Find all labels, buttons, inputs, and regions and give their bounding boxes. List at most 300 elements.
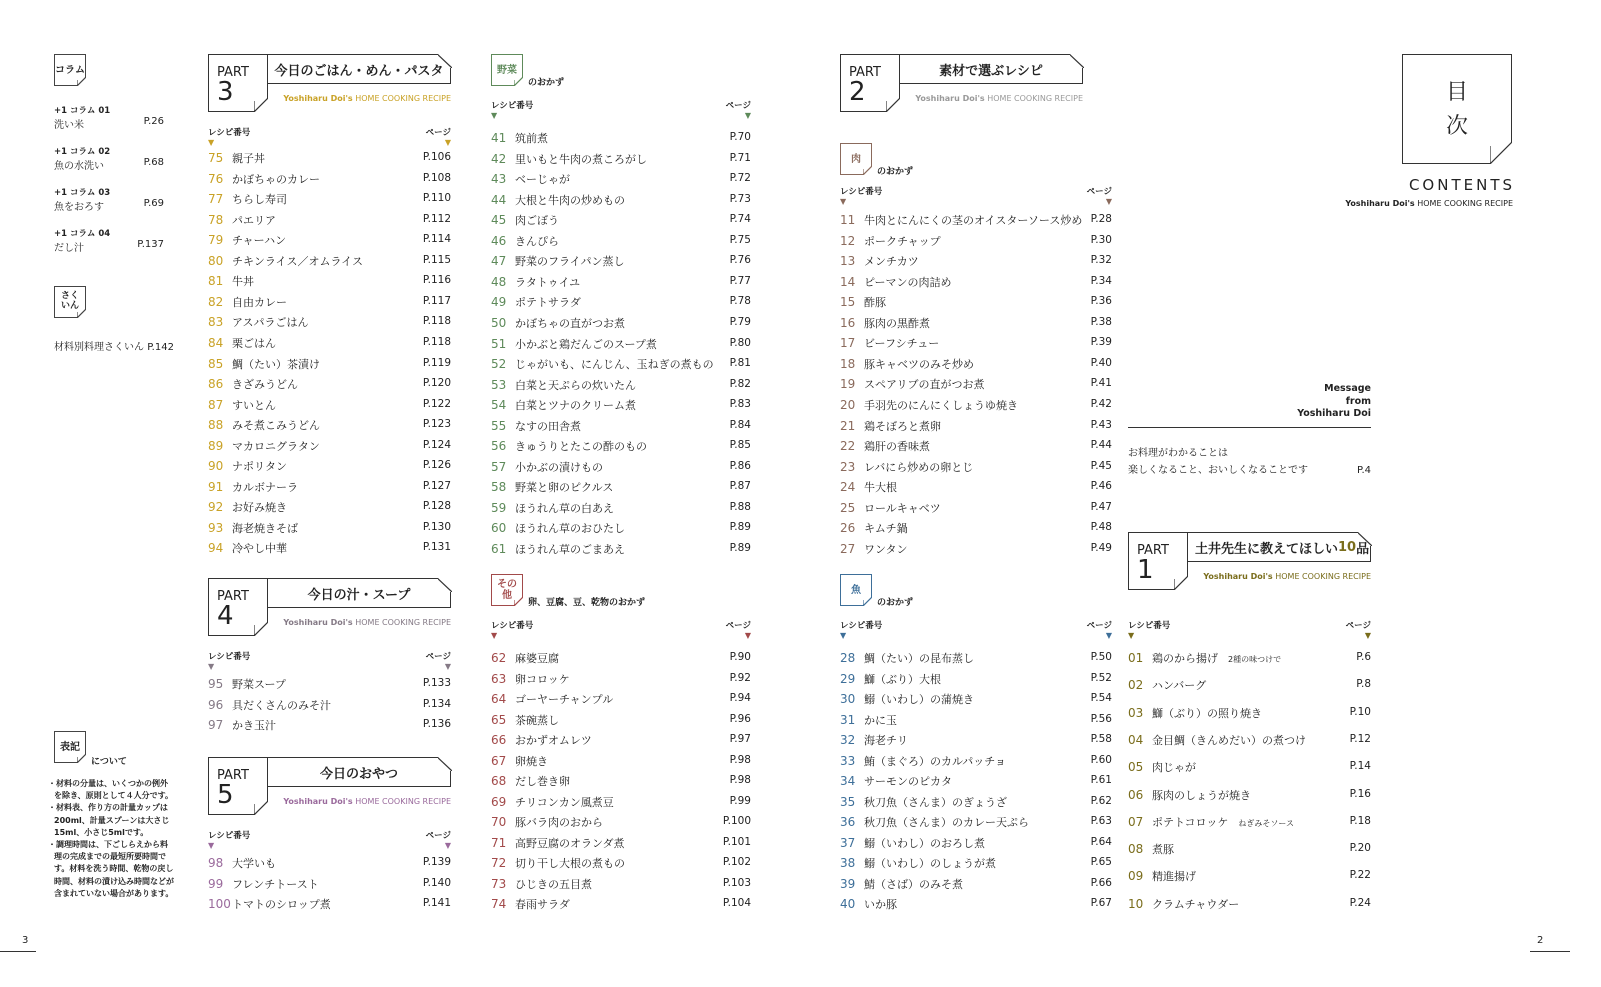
fish-recipe-row[interactable] [840, 876, 1112, 894]
part5-brand [283, 797, 451, 806]
recipe-name: 豚キャベツのみそ炒め [864, 357, 974, 371]
recipe-name: 白菜と天ぷらの炊いたん [515, 378, 636, 392]
recipe-number: 79 [208, 233, 224, 248]
recipe-number: 51 [491, 336, 507, 351]
page-number-right: 2 [1537, 935, 1544, 946]
part3-recipe-row[interactable] [208, 417, 451, 435]
recipe-number: 66 [491, 733, 507, 747]
recipe-number: 05 [1128, 760, 1144, 775]
column-title: だし汁 [54, 243, 84, 254]
meat-recipe-row[interactable] [840, 376, 1112, 394]
veg-recipe-row[interactable] [491, 192, 751, 210]
triangle-down-icon: ▼ [208, 138, 215, 147]
part4-title: 今日の汁・スープ [307, 587, 411, 603]
page-header [426, 126, 451, 147]
veg-category-box [491, 54, 523, 86]
brand-rest: HOME COOKING RECIPE [1414, 199, 1513, 208]
recipe-number: 02 [1128, 678, 1144, 693]
part3-recipe-row[interactable] [208, 499, 451, 517]
veg-recipe-row[interactable] [491, 459, 751, 477]
recipe-number: 85 [208, 356, 224, 371]
part4-number-box [208, 578, 268, 636]
recipe-number: 72 [491, 856, 507, 870]
recipe-name: ビーフシチュー [864, 337, 940, 351]
recipe-name: スペアリブの直がつお煮 [864, 378, 985, 392]
part5-title-banner [267, 757, 451, 787]
recipe-name: 肉じゃが [1152, 761, 1196, 775]
recipe-no-label: レシピ番号 [208, 128, 251, 138]
recipe-number: 24 [840, 480, 856, 495]
recipe-page: P.32 [1090, 254, 1112, 267]
recipe-no-label: レシピ番号 [208, 831, 251, 841]
message-page: P.4 [1356, 465, 1371, 476]
part3-recipe-row[interactable] [208, 479, 451, 497]
recipe-name: 鰤（ぶり）の照り焼き [1152, 706, 1262, 720]
recipe-no-label: レシピ番号 [208, 652, 251, 662]
recipe-number: 57 [491, 459, 507, 474]
part1-recipe-row[interactable] [1128, 868, 1371, 886]
recipe-name: ピーマンの肉詰め [864, 275, 952, 289]
veg-recipe-row[interactable] [491, 541, 751, 559]
recipe-page: P.78 [729, 295, 751, 308]
recipe-page: P.122 [422, 397, 451, 410]
recipe-page: P.119 [422, 356, 451, 369]
recipe-number: 74 [491, 897, 507, 911]
veg-recipe-row[interactable] [491, 315, 751, 333]
meat-recipe-row[interactable] [840, 520, 1112, 538]
recipe-page: P.88 [729, 500, 751, 513]
other-category-suffix: 卵、豆腐、豆、乾物のおかず [528, 598, 646, 608]
recipe-page: P.136 [422, 718, 451, 730]
recipe-page: P.20 [1349, 842, 1371, 855]
page-number-left: 3 [22, 935, 29, 946]
other-recipe-row[interactable] [491, 814, 751, 832]
recipe-page: P.108 [422, 171, 451, 184]
recipe-name: クラムチャウダー [1152, 897, 1240, 911]
recipe-number: 50 [491, 315, 507, 330]
triangle-down-icon: ▼ [208, 841, 215, 850]
recipe-number: 59 [491, 500, 507, 515]
other-recipe-row[interactable] [491, 732, 751, 750]
meat-recipe-row[interactable] [840, 397, 1112, 415]
recipe-number: 71 [491, 835, 507, 850]
folded-corner-icon [514, 77, 523, 86]
recipe-page: P.10 [1349, 705, 1371, 718]
part4-label: PART [217, 589, 249, 604]
recipe-number: 69 [491, 794, 507, 809]
part3-recipe-row[interactable] [208, 294, 451, 312]
column-item[interactable] [54, 227, 164, 254]
fish-recipe-row[interactable] [840, 712, 1112, 730]
folded-corner-icon [77, 77, 86, 86]
recipe-number: 07 [1128, 814, 1144, 829]
other-recipe-row[interactable] [491, 671, 751, 689]
part3-number: 3 [217, 77, 234, 107]
recipe-no-header [208, 650, 250, 671]
recipe-name: 金目鯛（きんめだい）の煮つけ [1152, 733, 1306, 747]
part3-recipe-row[interactable] [208, 191, 451, 209]
veg-recipe-row[interactable] [491, 397, 751, 415]
page-header [726, 619, 751, 640]
recipe-page: P.76 [729, 254, 751, 267]
recipe-no-header [840, 185, 882, 206]
recipe-number: 09 [1128, 869, 1144, 884]
part3-recipe-row[interactable] [208, 397, 451, 415]
triangle-down-icon: ▼ [491, 631, 498, 640]
recipe-name: きんぴら [515, 234, 559, 248]
part5-recipe-row[interactable] [208, 855, 451, 873]
notation-box [54, 731, 86, 763]
recipe-name: ひじきの五目煮 [515, 877, 592, 891]
recipe-number: 77 [208, 192, 224, 207]
meat-recipe-row[interactable] [840, 274, 1112, 292]
recipe-name: きゅうりとたこの酢のもの [515, 440, 647, 454]
recipe-no-header [1128, 619, 1170, 640]
recipe-number: 95 [208, 677, 224, 691]
meat-recipe-row[interactable] [840, 335, 1112, 353]
recipe-name: チキンライス／オムライス [232, 254, 364, 268]
recipe-page: P.34 [1090, 274, 1112, 287]
fish-recipe-row[interactable] [840, 855, 1112, 873]
recipe-page: P.79 [729, 315, 751, 328]
part4-recipe-row[interactable] [208, 697, 451, 715]
recipe-page: P.54 [1090, 692, 1112, 704]
recipe-page: P.98 [729, 753, 751, 766]
part3-recipe-row[interactable] [208, 150, 451, 168]
folded-corner-icon [863, 166, 872, 175]
recipe-name: フレンチトースト [232, 877, 319, 891]
recipe-number: 23 [840, 459, 856, 474]
notation-note: ・材料の分量は、いくつかの例外を除き、原則として４人分です。 [48, 779, 174, 801]
recipe-name: 卵焼き [515, 754, 548, 768]
recipe-name: ベーじゃが [515, 173, 570, 187]
part1-recipe-row[interactable] [1128, 759, 1371, 777]
notation-notes [48, 778, 174, 900]
recipe-page: P.8 [1356, 678, 1371, 691]
recipe-page: P.45 [1090, 459, 1112, 472]
column-title: 洗い米 [54, 120, 84, 131]
recipe-name: ほうれん草のおひたし [515, 522, 625, 536]
column-item[interactable] [54, 145, 164, 172]
recipe-name: 小かぶの漬けもの [515, 460, 603, 474]
message-link[interactable] [1128, 445, 1371, 479]
recipe-no-header [491, 619, 533, 640]
part3-recipe-row[interactable] [208, 273, 451, 291]
recipe-name: なすの田舎煮 [515, 419, 581, 433]
part3-recipe-row[interactable] [208, 520, 451, 538]
other-recipe-row[interactable] [491, 650, 751, 668]
recipe-page: P.120 [422, 377, 451, 390]
part1-recipe-row[interactable] [1128, 814, 1371, 832]
meat-recipe-row[interactable] [840, 294, 1112, 312]
fish-category-suffix: のおかず [877, 598, 914, 608]
recipe-name: 豚肉の黒酢煮 [864, 316, 930, 330]
veg-recipe-row[interactable] [491, 233, 751, 251]
veg-recipe-row[interactable] [491, 171, 751, 189]
recipe-number: 78 [208, 212, 224, 227]
recipe-page: P.48 [1090, 521, 1112, 534]
part3-recipe-row[interactable] [208, 540, 451, 558]
part1-recipe-row[interactable] [1128, 650, 1371, 668]
page-label: ページ [1345, 621, 1371, 631]
recipe-name: 具だくさんのみそ汁 [232, 698, 331, 712]
recipe-name: チリコンカン風煮豆 [515, 795, 614, 809]
recipe-name: カルボナーラ [232, 480, 298, 494]
veg-recipe-row[interactable] [491, 274, 751, 292]
notation-box-label: 表記 [60, 741, 80, 753]
recipe-page: P.141 [422, 897, 451, 909]
part3-recipe-row[interactable] [208, 212, 451, 230]
recipe-number: 87 [208, 397, 224, 412]
part4-recipe-row[interactable] [208, 676, 451, 694]
recipe-name: ポークチャップ [864, 234, 941, 248]
part1-recipe-row[interactable] [1128, 896, 1371, 914]
recipe-page: P.118 [422, 315, 451, 328]
recipe-page: P.74 [729, 213, 751, 226]
part4-brand [283, 618, 451, 627]
meat-recipe-row[interactable] [840, 356, 1112, 374]
recipe-number: 68 [491, 774, 507, 788]
folded-corner-icon [514, 597, 523, 606]
recipe-number: 53 [491, 377, 507, 392]
meat-category-label: 肉 [851, 153, 861, 165]
part4-banner-right-edge [450, 592, 451, 608]
part1-recipe-row[interactable] [1128, 841, 1371, 859]
recipe-name: 豚バラ肉のおから [515, 816, 603, 829]
other-recipe-row[interactable] [491, 855, 751, 873]
meat-recipe-row[interactable] [840, 233, 1112, 251]
page-header [726, 99, 751, 120]
message-rule [1128, 427, 1371, 428]
part3-recipe-row[interactable] [208, 376, 451, 394]
recipe-name: ポテトコロッケ [1152, 815, 1229, 829]
recipe-number: 08 [1128, 842, 1144, 857]
part1-recipe-row[interactable] [1128, 732, 1371, 750]
toc-box [1402, 54, 1512, 164]
index-link[interactable] [54, 338, 184, 353]
veg-recipe-row[interactable] [491, 520, 751, 538]
meat-recipe-row[interactable] [840, 315, 1112, 333]
recipe-name: ゴーヤーチャンプル [515, 693, 614, 706]
fish-recipe-row[interactable] [840, 732, 1112, 750]
recipe-number: 29 [840, 671, 856, 686]
fish-recipe-row[interactable] [840, 650, 1112, 668]
recipe-page: P.130 [422, 520, 451, 533]
recipe-name: 鰯（いわし）のしょうが煮 [864, 857, 996, 870]
folded-corner-icon [1174, 576, 1188, 590]
page-header [1346, 619, 1371, 640]
folded-corner-icon [438, 578, 452, 592]
recipe-page: P.103 [722, 876, 751, 889]
recipe-page: P.67 [1090, 897, 1112, 909]
recipe-number: 33 [840, 753, 856, 768]
index-title: 材料別料理さくいん [54, 342, 144, 353]
page-header [1087, 619, 1112, 640]
other-recipe-row[interactable] [491, 876, 751, 894]
fish-recipe-row[interactable] [840, 814, 1112, 832]
recipe-name: キムチ鍋 [864, 522, 908, 536]
fish-recipe-row[interactable] [840, 794, 1112, 812]
part3-recipe-row[interactable] [208, 232, 451, 250]
part1-number-box [1128, 532, 1188, 590]
part5-recipe-row[interactable] [208, 876, 451, 894]
part5-number: 5 [217, 780, 234, 810]
recipe-number: 21 [840, 418, 856, 433]
recipe-number: 38 [840, 856, 856, 870]
part5-title: 今日のおやつ [319, 766, 398, 782]
recipe-no-header [491, 99, 533, 120]
meat-recipe-row[interactable] [840, 438, 1112, 456]
part3-recipe-row[interactable] [208, 335, 451, 353]
recipe-number: 56 [491, 439, 507, 454]
recipe-number: 62 [491, 651, 507, 665]
recipe-no-label: レシピ番号 [1128, 621, 1171, 631]
folded-corner-icon [77, 754, 86, 763]
other-recipe-row[interactable] [491, 835, 751, 853]
meat-recipe-row[interactable] [840, 459, 1112, 477]
recipe-page: P.46 [1090, 480, 1112, 493]
part3-recipe-row[interactable] [208, 314, 451, 332]
recipe-number: 35 [840, 794, 856, 809]
recipe-number: 19 [840, 377, 856, 392]
recipe-page: P.94 [729, 692, 751, 704]
part1-title-banner [1187, 532, 1371, 562]
veg-recipe-row[interactable] [491, 212, 751, 230]
recipe-number: 65 [491, 712, 507, 727]
veg-recipe-row[interactable] [491, 479, 751, 497]
veg-recipe-row[interactable] [491, 377, 751, 395]
part1-recipe-row[interactable] [1128, 705, 1371, 723]
part5-recipe-row[interactable] [208, 896, 451, 914]
recipe-number: 58 [491, 480, 507, 495]
recipe-name: 精進揚げ [1152, 870, 1196, 884]
veg-recipe-row[interactable] [491, 500, 751, 518]
fish-recipe-row[interactable] [840, 671, 1112, 689]
recipe-name: かに玉 [864, 713, 897, 727]
recipe-page: P.63 [1090, 815, 1112, 827]
message-line-2: from [1345, 395, 1371, 407]
recipe-page: P.47 [1090, 500, 1112, 513]
recipe-name: 自由カレー [232, 295, 287, 309]
veg-recipe-row[interactable] [491, 151, 751, 169]
veg-recipe-row[interactable] [491, 356, 751, 374]
other-recipe-row[interactable] [491, 896, 751, 914]
recipe-page: P.133 [422, 677, 451, 689]
column-page: P.69 [143, 198, 164, 209]
part1-recipe-row[interactable] [1128, 787, 1371, 805]
part3-recipe-row[interactable] [208, 438, 451, 456]
meat-recipe-row[interactable] [840, 479, 1112, 497]
recipe-number: 36 [840, 815, 856, 829]
part3-title: 今日のごはん・めん・パスタ [274, 63, 444, 79]
part3-recipe-row[interactable] [208, 458, 451, 476]
part3-brand-bold: Yoshiharu Doi's [283, 94, 353, 103]
recipe-page: P.140 [422, 876, 451, 889]
other-recipe-row[interactable] [491, 753, 751, 771]
other-recipe-row[interactable] [491, 794, 751, 812]
part3-recipe-row[interactable] [208, 253, 451, 271]
fish-recipe-row[interactable] [840, 691, 1112, 709]
veg-recipe-row[interactable] [491, 438, 751, 456]
recipe-page: P.101 [722, 835, 751, 848]
recipe-name: チャーハン [232, 234, 287, 248]
recipe-name: 海老焼きそば [232, 521, 298, 535]
part1-recipe-row[interactable] [1128, 677, 1371, 695]
recipe-page: P.117 [422, 294, 451, 307]
notation-note: ・調理時間は、下ごしらえから料理の完成までの最短所要時間です。材料を洗う時間、乾物の戻し時間、材料の漬け込み時間などが含まれていない場合があります。 [48, 840, 174, 898]
recipe-page: P.61 [1090, 774, 1112, 786]
recipe-page: P.50 [1090, 651, 1112, 663]
other-recipe-row[interactable] [491, 712, 751, 730]
recipe-name: 大学いも [232, 857, 276, 870]
fish-recipe-row[interactable] [840, 753, 1112, 771]
column-page: P.137 [137, 239, 164, 250]
folded-corner-icon [1070, 54, 1084, 68]
meat-recipe-row[interactable] [840, 212, 1112, 230]
recipe-page: P.97 [729, 733, 751, 745]
veg-recipe-row[interactable] [491, 418, 751, 436]
recipe-page: P.89 [729, 521, 751, 534]
part4-recipe-row[interactable] [208, 717, 451, 735]
triangle-down-icon: ▼ [840, 631, 847, 640]
meat-recipe-row[interactable] [840, 253, 1112, 271]
fish-recipe-row[interactable] [840, 773, 1112, 791]
meat-recipe-row[interactable] [840, 541, 1112, 559]
column-item[interactable] [54, 186, 164, 213]
recipe-page: P.82 [729, 377, 751, 390]
recipe-name: ハンバーグ [1152, 679, 1207, 693]
recipe-page: P.14 [1349, 760, 1371, 773]
recipe-page: P.124 [422, 438, 451, 451]
part2-title-banner [899, 54, 1083, 84]
meat-recipe-row[interactable] [840, 500, 1112, 518]
part3-banner-right-edge [450, 68, 451, 84]
veg-recipe-row[interactable] [491, 130, 751, 148]
recipe-number: 17 [840, 336, 856, 351]
recipe-name: 冷やし中華 [232, 542, 287, 556]
part3-recipe-row[interactable] [208, 171, 451, 189]
other-recipe-row[interactable] [491, 773, 751, 791]
part3-recipe-row[interactable] [208, 356, 451, 374]
recipe-name: 白菜とツナのクリーム煮 [515, 399, 636, 413]
message-text-2: 楽しくなること、おいしくなることです [1128, 465, 1308, 476]
recipe-number: 06 [1128, 787, 1144, 802]
recipe-page: P.90 [729, 651, 751, 663]
recipe-number: 37 [840, 835, 856, 850]
recipe-number: 90 [208, 459, 224, 474]
recipe-page: P.96 [729, 712, 751, 725]
recipe-number: 83 [208, 315, 224, 330]
veg-recipe-row[interactable] [491, 336, 751, 354]
veg-recipe-row[interactable] [491, 253, 751, 271]
part4-brand-rest: HOME COOKING RECIPE [352, 618, 451, 627]
column-box [54, 54, 86, 86]
folded-corner-icon [863, 597, 872, 606]
veg-recipe-row[interactable] [491, 294, 751, 312]
recipe-page: P.12 [1349, 732, 1371, 745]
page-label: ページ [425, 128, 451, 138]
fish-recipe-row[interactable] [840, 835, 1112, 853]
recipe-number: 86 [208, 377, 224, 392]
other-category-box [491, 574, 523, 606]
fish-recipe-row[interactable] [840, 896, 1112, 914]
column-item[interactable] [54, 104, 164, 131]
column-page: P.26 [143, 116, 164, 127]
other-recipe-row[interactable] [491, 691, 751, 709]
recipe-page: P.22 [1349, 869, 1371, 882]
meat-recipe-row[interactable] [840, 418, 1112, 436]
recipe-name: メンチカツ [864, 255, 919, 269]
